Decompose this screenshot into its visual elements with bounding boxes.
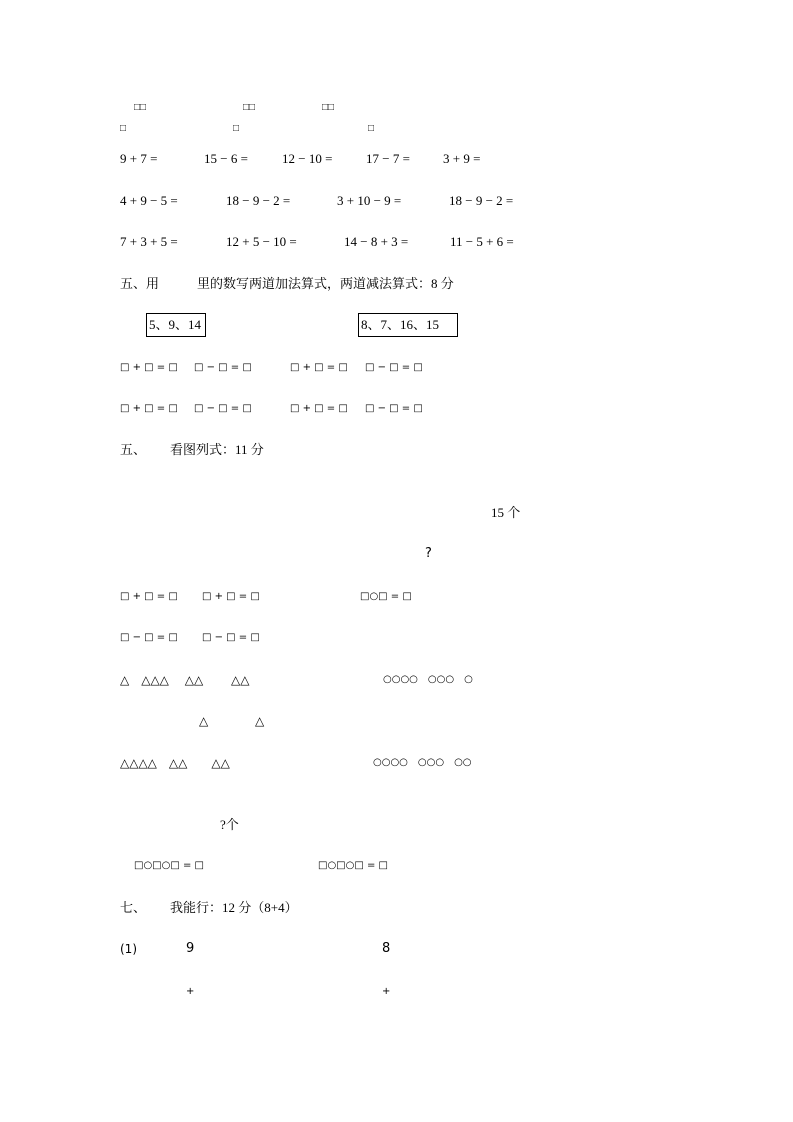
equation-template: □ − □ = □ (194, 403, 252, 414)
triangle-group: △ △△△ △△ △△ (120, 673, 250, 687)
question-mark: ? (425, 546, 432, 561)
arithmetic-problem: 12 + 5 − 10 = (226, 234, 297, 249)
count-label: 15 个 (491, 505, 521, 520)
answer-box: □ (233, 123, 240, 134)
equation-template: □ + □ = □ (202, 591, 260, 602)
section-heading-text: 我能行：12 分（8+4） (170, 900, 298, 915)
arithmetic-problem: 18 − 9 − 2 = (449, 193, 514, 208)
arithmetic-problem: 11 − 5 + 6 = (450, 234, 514, 249)
section-heading-text: 看图列式：11 分 (170, 442, 264, 457)
arithmetic-problem: 9 + 7 = (120, 151, 158, 166)
number-set-label: 8、7、16、15 (361, 317, 440, 332)
equation-template: □ + □ = □ (290, 403, 348, 414)
equation-template: □ + □ = □ (120, 362, 178, 373)
equation-template: □ − □ = □ (365, 362, 423, 373)
plus-sign: + (382, 986, 391, 997)
equation-template: □ + □ = □ (290, 362, 348, 373)
section-heading-number: 五、 (120, 442, 147, 457)
answer-box-pair: □□ (134, 102, 147, 113)
item-label: (1) (120, 942, 137, 956)
equation-template: □ − □ = □ (365, 403, 423, 414)
equation-template: □○□○□ = □ (318, 860, 388, 871)
answer-box: □ (120, 123, 127, 134)
vertical-addend: 9 (186, 941, 195, 956)
section-heading-number: 五、用 (120, 276, 160, 291)
equation-template: □ − □ = □ (120, 632, 178, 643)
triangle-group: △ (255, 714, 265, 728)
arithmetic-problem: 15 − 6 = (204, 151, 248, 166)
equation-template: □ + □ = □ (120, 591, 178, 602)
circle-group: ○○○○ ○○○ ○○ (373, 757, 472, 768)
arithmetic-problem: 3 + 10 − 9 = (337, 193, 402, 208)
circle-group: ○○○○ ○○○ ○ (383, 674, 473, 685)
triangle-group: △△△△ △△ △△ (120, 756, 230, 770)
equation-template: □ − □ = □ (202, 632, 260, 643)
number-set-label: 5、9、14 (149, 317, 202, 332)
answer-box: □ (368, 123, 375, 134)
answer-box-pair: □□ (322, 102, 335, 113)
arithmetic-problem: 14 − 8 + 3 = (344, 234, 409, 249)
arithmetic-problem: 12 − 10 = (282, 151, 333, 166)
section-heading-text: 里的数写两道加法算式，两道减法算式：8 分 (197, 276, 454, 291)
equation-template: □ − □ = □ (194, 362, 252, 373)
equation-template: □○□○□ = □ (134, 860, 204, 871)
vertical-addend: 8 (382, 941, 391, 956)
arithmetic-problem: 4 + 9 − 5 = (120, 193, 178, 208)
arithmetic-problem: 7 + 3 + 5 = (120, 234, 178, 249)
section-heading-number: 七、 (120, 900, 147, 915)
plus-sign: + (186, 986, 195, 997)
equation-template: □○□ = □ (360, 591, 412, 602)
triangle-group: △ (199, 714, 209, 728)
answer-box-pair: □□ (243, 102, 256, 113)
arithmetic-problem: 17 − 7 = (366, 151, 410, 166)
equation-template: □ + □ = □ (120, 403, 178, 414)
arithmetic-problem: 18 − 9 − 2 = (226, 193, 291, 208)
question-count-label: ?个 (220, 817, 239, 832)
arithmetic-problem: 3 + 9 = (443, 151, 481, 166)
